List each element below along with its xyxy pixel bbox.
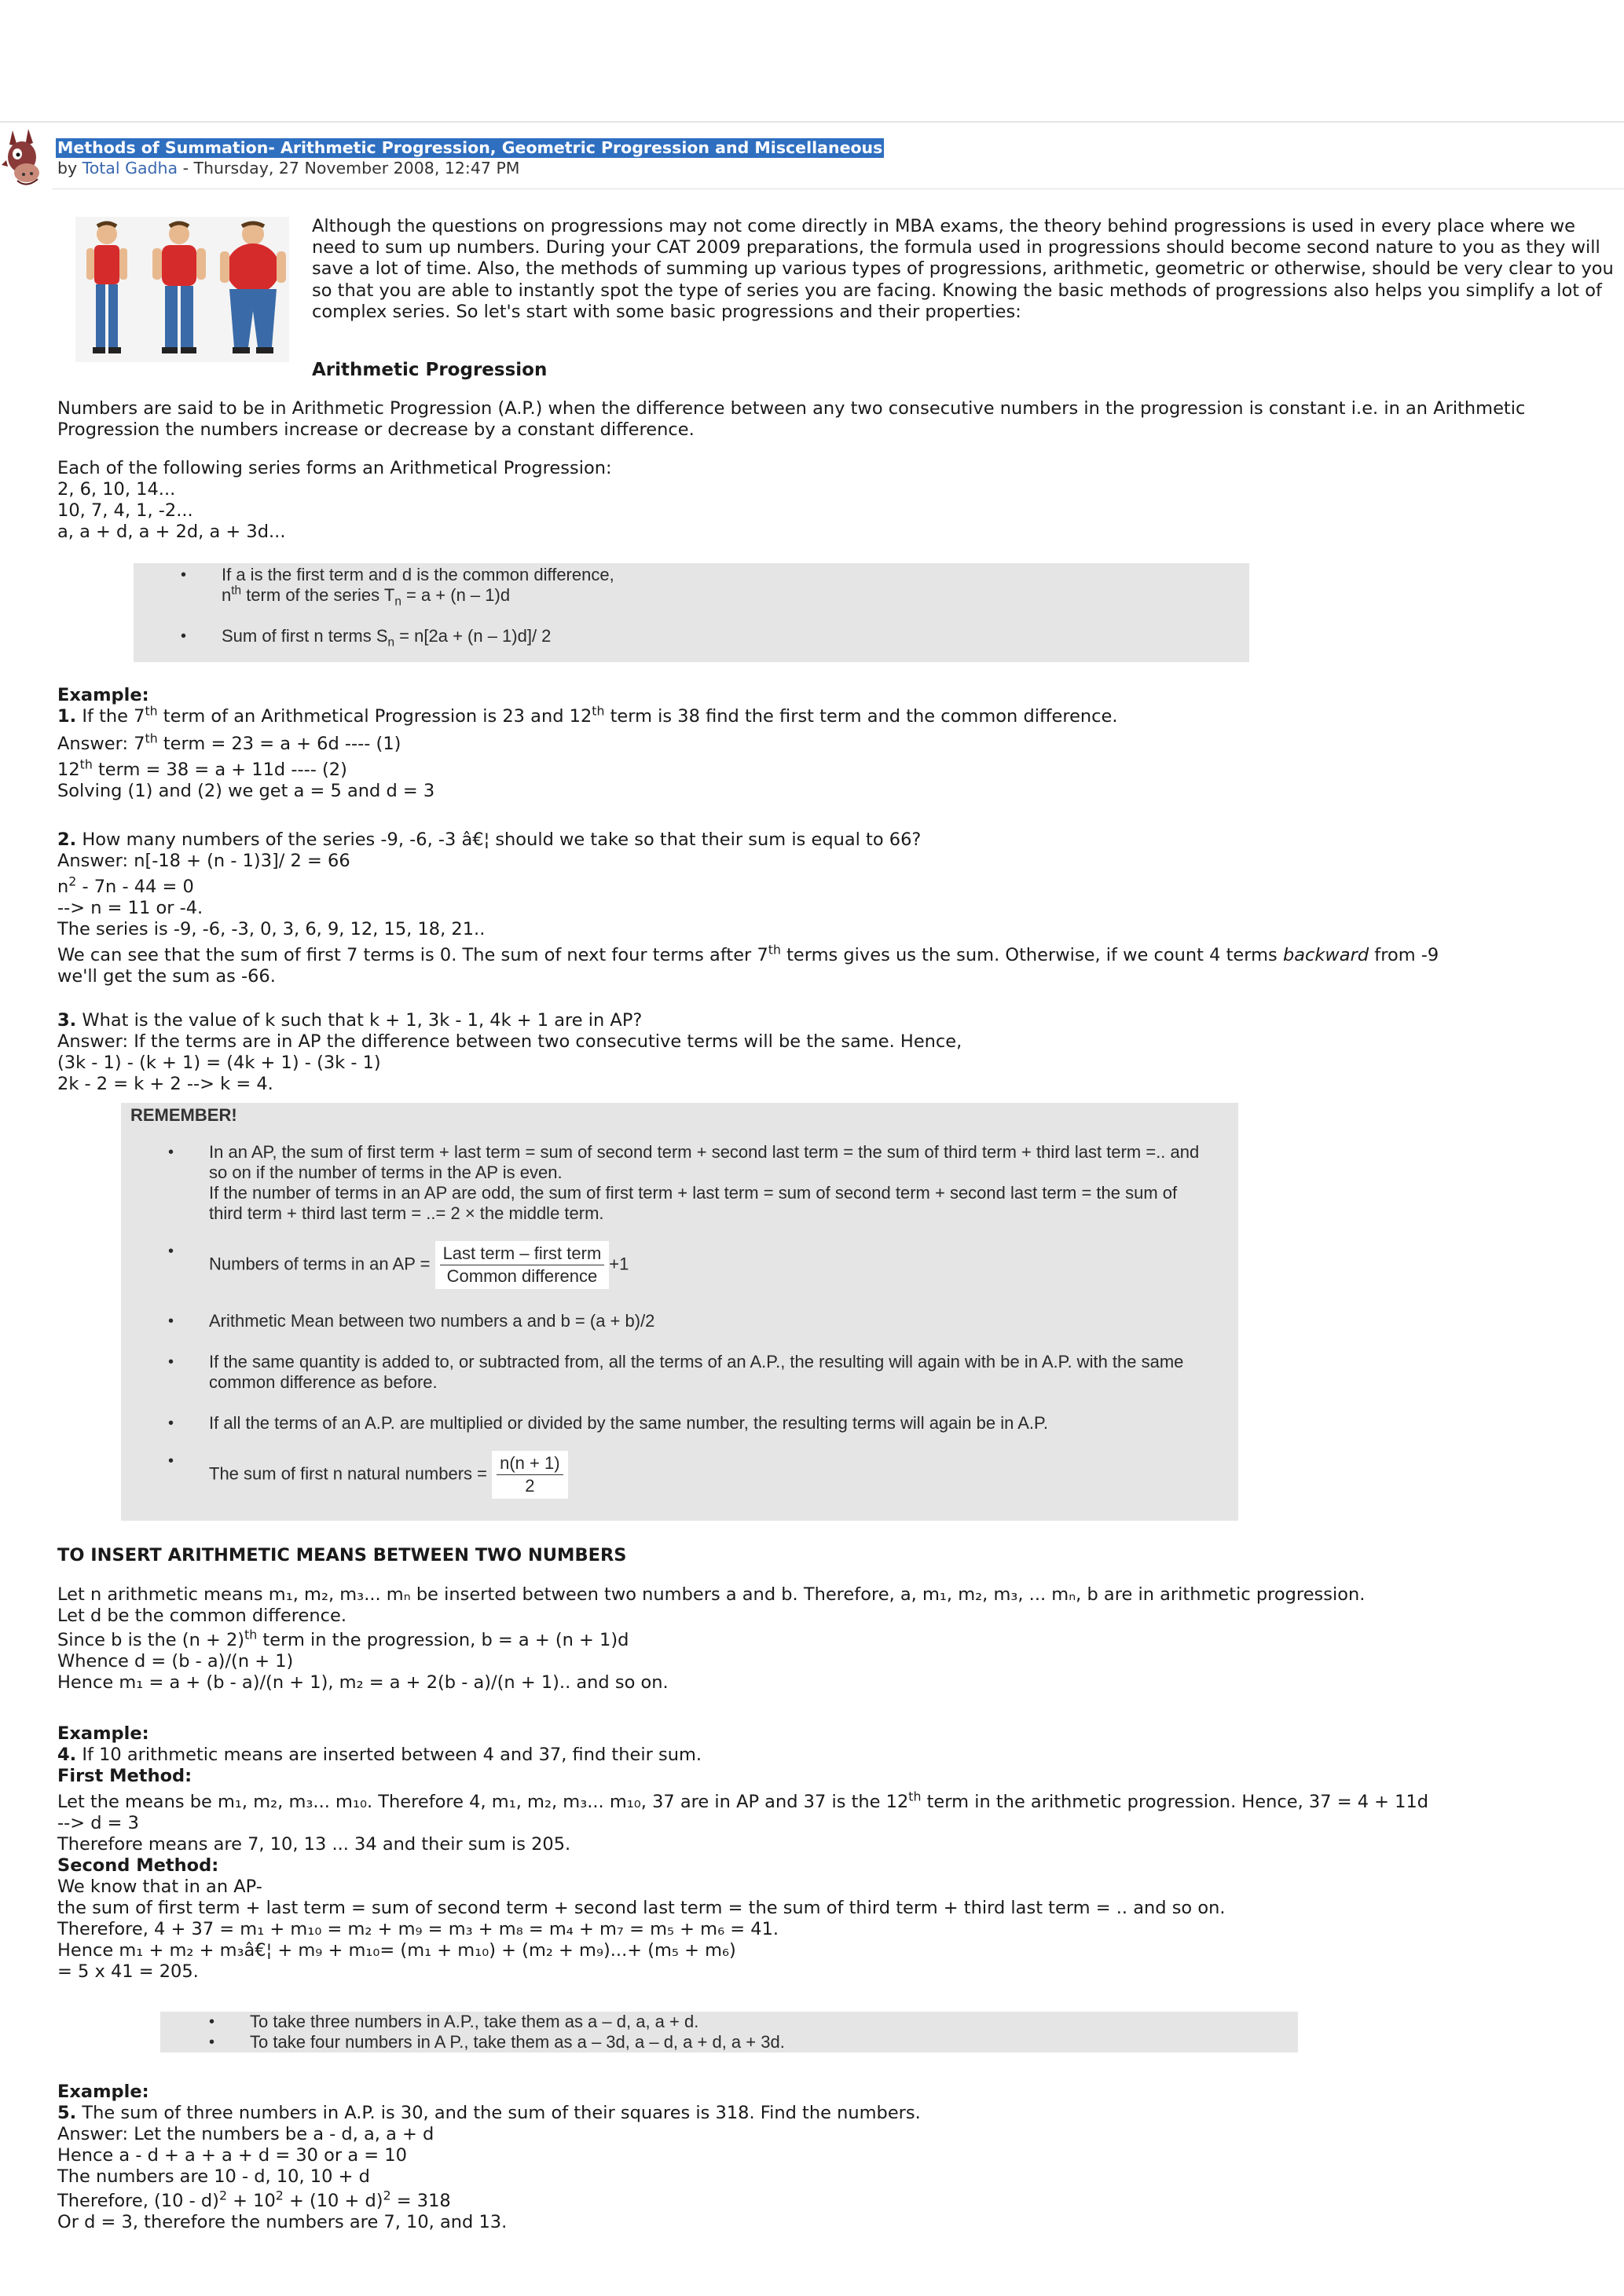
post-title[interactable]: Methods of Summation- Arithmetic Progression, Geometric Progression and Miscellaneous	[57, 138, 883, 157]
answer-5-line-5: Or d = 3, therefore the numbers are 7, 10, and 13.	[57, 2212, 508, 2232]
avatar	[2, 126, 47, 190]
ap-series-examples	[57, 458, 1621, 543]
formula-sum-line: • Sum of first n terms $S_n = n[2a + (n - 1)d]/$ 2	[222, 626, 614, 646]
question-2: 2. How many numbers of the series -9, -6, -3 â€¦ should we take so that their sum is equal to 66?	[57, 829, 922, 850]
tip-three-numbers: • To take three numbers in A.P., take them as a – d, a, a + d.	[250, 2012, 785, 2032]
answer-2-line-4: The series is -9, -6, -3, 0, 3, 6, 9, 12, 15, 18, 21..	[57, 919, 486, 939]
question-3: 3. What is the value of k such that k + 1, 3k - 1, 4k + 1 are in AP?	[57, 1010, 643, 1031]
insert-means-heading: TO INSERT ARITHMETIC MEANS BETWEEN TWO NUMBERS	[57, 1545, 627, 1565]
insert-p2: Let d be the common difference.	[57, 1606, 346, 1626]
author-link[interactable]: Total Gadha	[82, 159, 178, 178]
remember-item-multiplied: • If all the terms of an A.P. are multiplied or divided by the same number, the resulting terms will again be in A.P.	[209, 1413, 1215, 1434]
byline-prefix: by	[57, 159, 82, 178]
insert-p3: Since b is the $(n + 2)^{th}$ term in the progression, b = a + (n + 1)d	[57, 1627, 629, 1650]
answer-3-line-1: Answer: If the terms are in AP the difference between two consecutive terms will be the same. Hence,	[57, 1031, 962, 1052]
remember-item-added-quantity: • If the same quantity is added to, or subtracted from, all the terms of an A.P., the resulting will again with be in A.P. with the same common difference as before.	[209, 1352, 1215, 1393]
insert-p1: Let n arithmetic means m₁, m₂, m₃... mₙ be inserted between two numbers a and b. Therefore, a, m₁, m₂, m₃, ... mₙ, b are in arithmetic progression.	[57, 1584, 1366, 1605]
example-1	[57, 685, 1621, 802]
second-method-line-2: the sum of first term + last term = sum of second term + second last term = the sum of third term + third last term = .. and so on.	[57, 1898, 1226, 1918]
answer-2-line-6: we'll get the sum as -66.	[57, 966, 276, 987]
answer-3-line-3: 2k - 2 = k + 2 --> k = 4.	[57, 1074, 273, 1094]
insert-means-section	[57, 1584, 1621, 1694]
formula-box	[134, 563, 1249, 662]
answer-5-line-2: Hence a - d + a + a + d = 30 or a = 10	[57, 2145, 407, 2166]
second-method-heading: Second Method:	[57, 1855, 219, 1876]
answer-5-line-4: Therefore, $(10 - d)^2 + 10^2 + (10 + d)^2 = 318$	[57, 2188, 451, 2211]
answer-3-line-2: (3k - 1) - (k + 1) = (4k + 1) - (3k - 1)	[57, 1053, 381, 1073]
example-heading: Example:	[57, 685, 149, 705]
series-1: 2, 6, 10, 14...	[57, 479, 176, 500]
series-3: a, a + d, a + 2d, a + 3d...	[57, 522, 286, 542]
remember-item-natural-sum: • The sum of first n natural numbers = $\frac{n(n + 1)}{2}$	[209, 1451, 1215, 1499]
first-method-line-2: --> d = 3	[57, 1813, 139, 1833]
fraction-natural-sum: $\frac{n(n + 1)}{2}$	[492, 1451, 567, 1499]
second-method-line-3: Therefore, 4 + 37 = m₁ + m₁₀ = m₂ + m₉ = m₃ + m₈ = m₄ + m₇ = m₅ + m₆ = 41.	[57, 1919, 779, 1939]
example-4	[57, 1723, 1621, 1983]
formula-first-term-line: • If a is the first term and d is the common difference, $n^{th}$ term of the series $T_n = a + (n - 1)d$	[222, 565, 614, 606]
first-method-heading: First Method:	[57, 1766, 192, 1786]
fraction-number-of-terms: $\frac{\text{Last term – first term}}{\text{Common difference}}$	[435, 1241, 610, 1289]
question-1: 1. If the 7th term of an Arithmetical Progression is 23 and 12th term is 38 find the first term and the common difference.	[57, 703, 1118, 727]
answer-2-line-1: Answer: n[-18 + (n - 1)3]/ 2 = 66	[57, 851, 350, 871]
insert-p5: Hence m₁ = a + (b - a)/(n + 1), m₂ = a + 2(b - a)/(n + 1).. and so on.	[57, 1672, 669, 1693]
remember-item-number-of-terms: • Numbers of terms in an AP = $\frac{\text{Last term – first term}}{\text{Common difference}}$ +1	[209, 1241, 1215, 1289]
first-method-line-1: Let the means be m₁, m₂, m₃... m₁₀. Therefore 4, m₁, m₂, m₃... m₁₀, 37 are in AP and 37 is the 12th term in the arithmetic progression. Hence, 37 = 4 + 11d	[57, 1789, 1429, 1812]
answer-2-line-2: $n^2 - 7n - 44 = 0$	[57, 873, 194, 897]
answer-2-line-3: --> n = 11 or -4.	[57, 898, 203, 918]
tip-box	[160, 2012, 1298, 2052]
answer-2-line-5: We can see that the sum of first 7 terms is 0. The sum of next four terms after 7th terms gives us the sum. Otherwise, if we count 4 terms backward from -9	[57, 942, 1439, 965]
second-method-line-1: We know that in an AP-	[57, 1877, 262, 1897]
first-method-line-3: Therefore means are 7, 10, 13 ... 34 and their sum is 205.	[57, 1834, 571, 1855]
weight-gain-illustration	[75, 217, 289, 362]
tip-four-numbers: • To take four numbers in A P., take them as a – 3d, a – d, a + d, a + 3d.	[250, 2032, 785, 2052]
remember-item-arithmetic-mean: • Arithmetic Mean between two numbers a and b = (a + b)/2	[209, 1311, 1215, 1331]
answer-1-line-3: Solving (1) and (2) we get a = 5 and d = 3	[57, 781, 435, 801]
question-5: 5. The sum of three numbers in A.P. is 30, and the sum of their squares is 318. Find the numbers.	[57, 2103, 921, 2123]
answer-1-line-1: Answer: 7th term = 23 = a + 6d ---- (1)	[57, 731, 401, 754]
example-2	[57, 829, 1621, 987]
insert-p4: Whence d = (b - a)/(n + 1)	[57, 1651, 294, 1672]
example-5	[57, 2082, 1621, 2233]
ap-definition: Numbers are said to be in Arithmetic Progression (A.P.) when the difference between any two consecutive numbers in the progression is constant i.e. in an Arithmetic Progression the numbers increase or decrease by a constant difference.	[57, 398, 1526, 440]
answer-5-line-1: Answer: Let the numbers be a - d, a, a + d	[57, 2124, 434, 2144]
example-heading: Example:	[57, 1723, 149, 1744]
remember-heading: REMEMBER!	[130, 1105, 237, 1125]
second-method-line-4: Hence m₁ + m₂ + m₃â€¦ + m₉ + m₁₀= (m₁ + m₁₀) + (m₂ + m₉)...+ (m₅ + m₆)	[57, 1940, 736, 1961]
remember-box	[121, 1103, 1238, 1521]
answer-1-line-2: 12th term = 38 = a + 11d ---- (2)	[57, 756, 347, 780]
intro-paragraph: Although the questions on progressions may not come directly in MBA exams, the theory behind progressions is used in every place where we need to sum up numbers. During your CAT 2009 preparations, the formula used in progressions should become second nature to you as they will save a lot of time. Also, the methods of summing up various types of progressions, arithmetic, geometric or otherwise, should be very clear to you so that you are able to instantly spot the type of series you are facing. Knowing the basic methods of progressions also helps you simplify a lot of complex series. So let's start with some basic progressions and their properties:	[312, 216, 1614, 322]
section-heading-ap: Arithmetic Progression	[312, 360, 548, 380]
byline	[57, 159, 520, 178]
example-heading: Example:	[57, 2082, 149, 2102]
top-rule	[0, 121, 1624, 123]
answer-5-line-3: The numbers are 10 - d, 10, 10 + d	[57, 2166, 370, 2187]
post-date: - Thursday, 27 November 2008, 12:47 PM	[178, 159, 520, 178]
question-4: 4. If 10 arithmetic means are inserted between 4 and 37, find their sum.	[57, 1745, 702, 1765]
second-method-line-5: = 5 x 41 = 205.	[57, 1961, 199, 1982]
series-intro: Each of the following series forms an Arithmetical Progression:	[57, 458, 612, 478]
remember-item-sum-pairs: • In an AP, the sum of first term + last term = sum of second term + second last term = the sum of third term + third last term =.. and so on if the number of terms in the AP is even. If the number of terms in an AP are odd, the sum of first term + last term = sum of second term + second last term = the sum of third term + third last term = ..= 2 × the middle term.	[209, 1142, 1215, 1224]
example-3	[57, 1010, 1621, 1095]
series-2: 10, 7, 4, 1, -2...	[57, 500, 193, 521]
